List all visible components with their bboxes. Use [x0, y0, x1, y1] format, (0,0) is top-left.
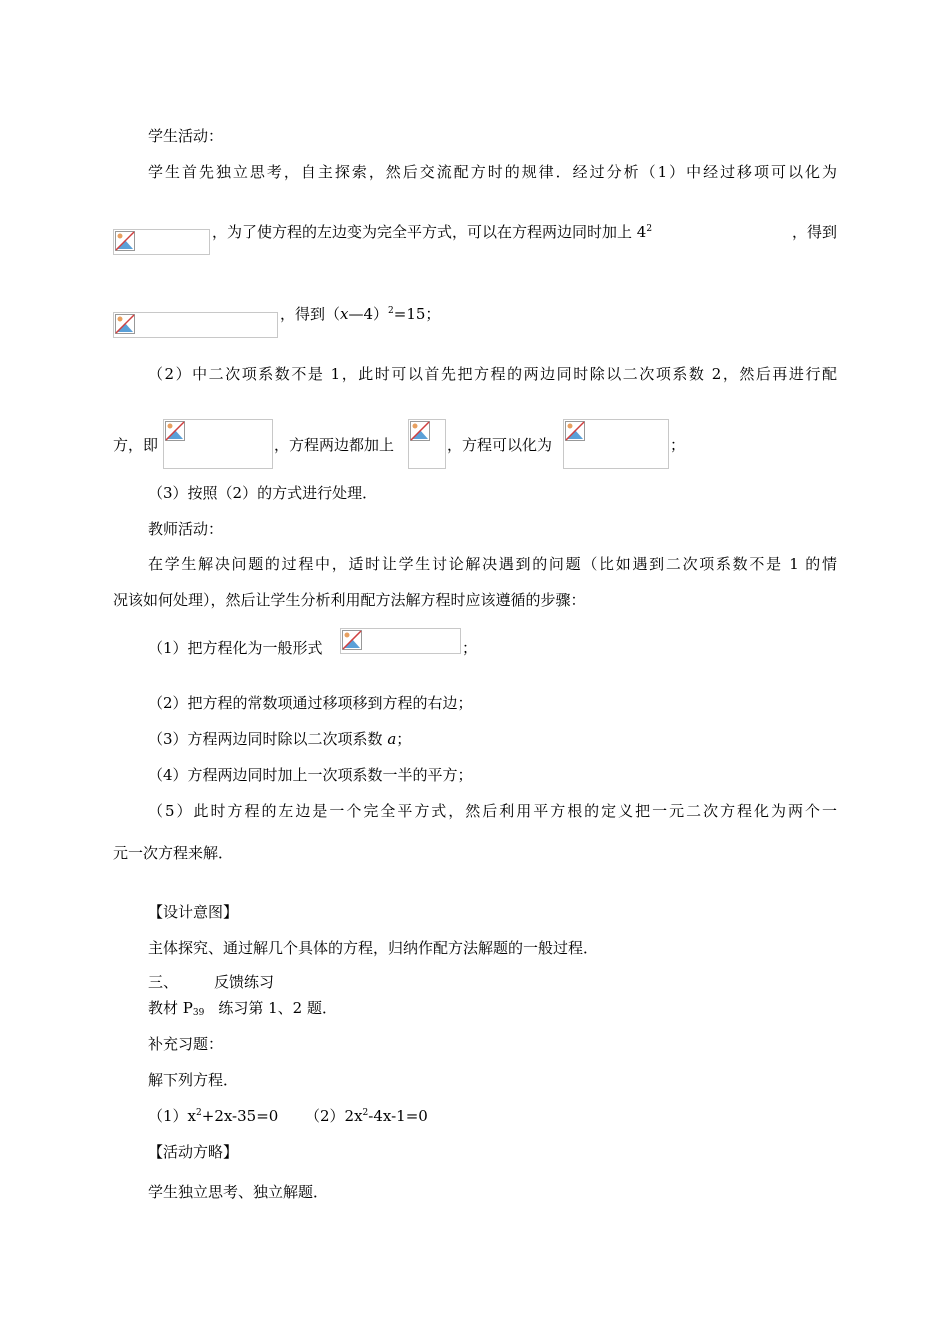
- section-3-title: 反馈练习: [214, 973, 275, 991]
- equation-image-1: [113, 229, 210, 255]
- broken-image-icon: [410, 421, 430, 441]
- step-2: （2）把方程的常数项通过移项移到方程的右边；: [148, 694, 473, 712]
- design-intent-heading: 【设计意图】: [148, 903, 239, 921]
- step-1: （1）把方程化为一般形式: [148, 639, 323, 657]
- equation-image-3: [163, 419, 273, 469]
- broken-image-icon: [565, 421, 585, 441]
- supplement-heading: 补充习题：: [148, 1035, 224, 1053]
- student-activity-heading: 学生活动：: [148, 127, 224, 145]
- step-5-line-1: （5）此时方程的左边是一个完全平方式，然后利用平方根的定义把一元二次方程化为两个一: [148, 802, 837, 820]
- activity-text: 学生独立思考、独立解题．: [148, 1183, 329, 1201]
- equation-image-6: [340, 628, 461, 654]
- exercise-2: $(2)2x^2-4x-1=0$: [305, 1107, 428, 1125]
- line-2-end: ，得到: [791, 223, 837, 241]
- equation-image-5: [563, 419, 669, 469]
- exercise-1: $(1)x^2+2x-35=0$: [148, 1107, 279, 1125]
- line-5-middle: ，方程两边都加上: [274, 436, 395, 454]
- activity-heading: 【活动方略】: [148, 1143, 239, 1161]
- line-5-start: 方，即: [113, 436, 159, 454]
- textbook-reference: 教材 $P_{39}$ 练习第 1、2 题．: [148, 999, 337, 1018]
- equation-image-4: [408, 419, 446, 469]
- paragraph-3: （3）按照（2）的方式进行处理．: [148, 484, 378, 502]
- section-3-number: 三、: [148, 973, 179, 991]
- step-1-end: ；: [462, 639, 478, 657]
- step-3: （3）方程两边同时除以二次项系数 a；: [148, 730, 412, 748]
- broken-image-icon: [115, 314, 135, 334]
- paragraph-4-line-2: 况该如何处理），然后让学生分析利用配方法解方程时应该遵循的步骤：: [113, 591, 586, 609]
- design-intent-text: 主体探究、通过解几个具体的方程，归纳作配方法解题的一般过程．: [148, 939, 599, 957]
- line-5-end: ；: [670, 436, 686, 454]
- teacher-activity-heading: 教师活动：: [148, 520, 224, 538]
- paragraph-4-line-1: 在学生解决问题的过程中，适时让学生讨论解决遇到的问题（比如遇到二次项系数不是 1 的情: [148, 555, 837, 573]
- paragraph-1: 学生首先独立思考，自主探索，然后交流配方时的规律．经过分析（1）中经过移项可以化为: [148, 163, 837, 181]
- broken-image-icon: [342, 630, 362, 650]
- solve-heading: 解下列方程．: [148, 1071, 239, 1089]
- broken-image-icon: [115, 231, 135, 251]
- line-3: ，得到（x—4）$^2$=15；: [280, 305, 441, 323]
- paragraph-2: （2）中二次项系数不是 1，此时可以首先把方程的两边同时除以二次项系数 2，然后再进行配: [148, 365, 837, 383]
- broken-image-icon: [165, 421, 185, 441]
- line-5-next: ，方程可以化为: [447, 436, 553, 454]
- equation-image-2: [113, 312, 278, 338]
- step-4: （4）方程两边同时加上一次项系数一半的平方；: [148, 766, 473, 784]
- step-5-line-2: 元一次方程来解．: [113, 844, 234, 862]
- line-2-text: ，为了使方程的左边变为完全平方式，可以在方程两边同时加上 $4^2$: [212, 223, 653, 241]
- line-2: [212, 222, 837, 242]
